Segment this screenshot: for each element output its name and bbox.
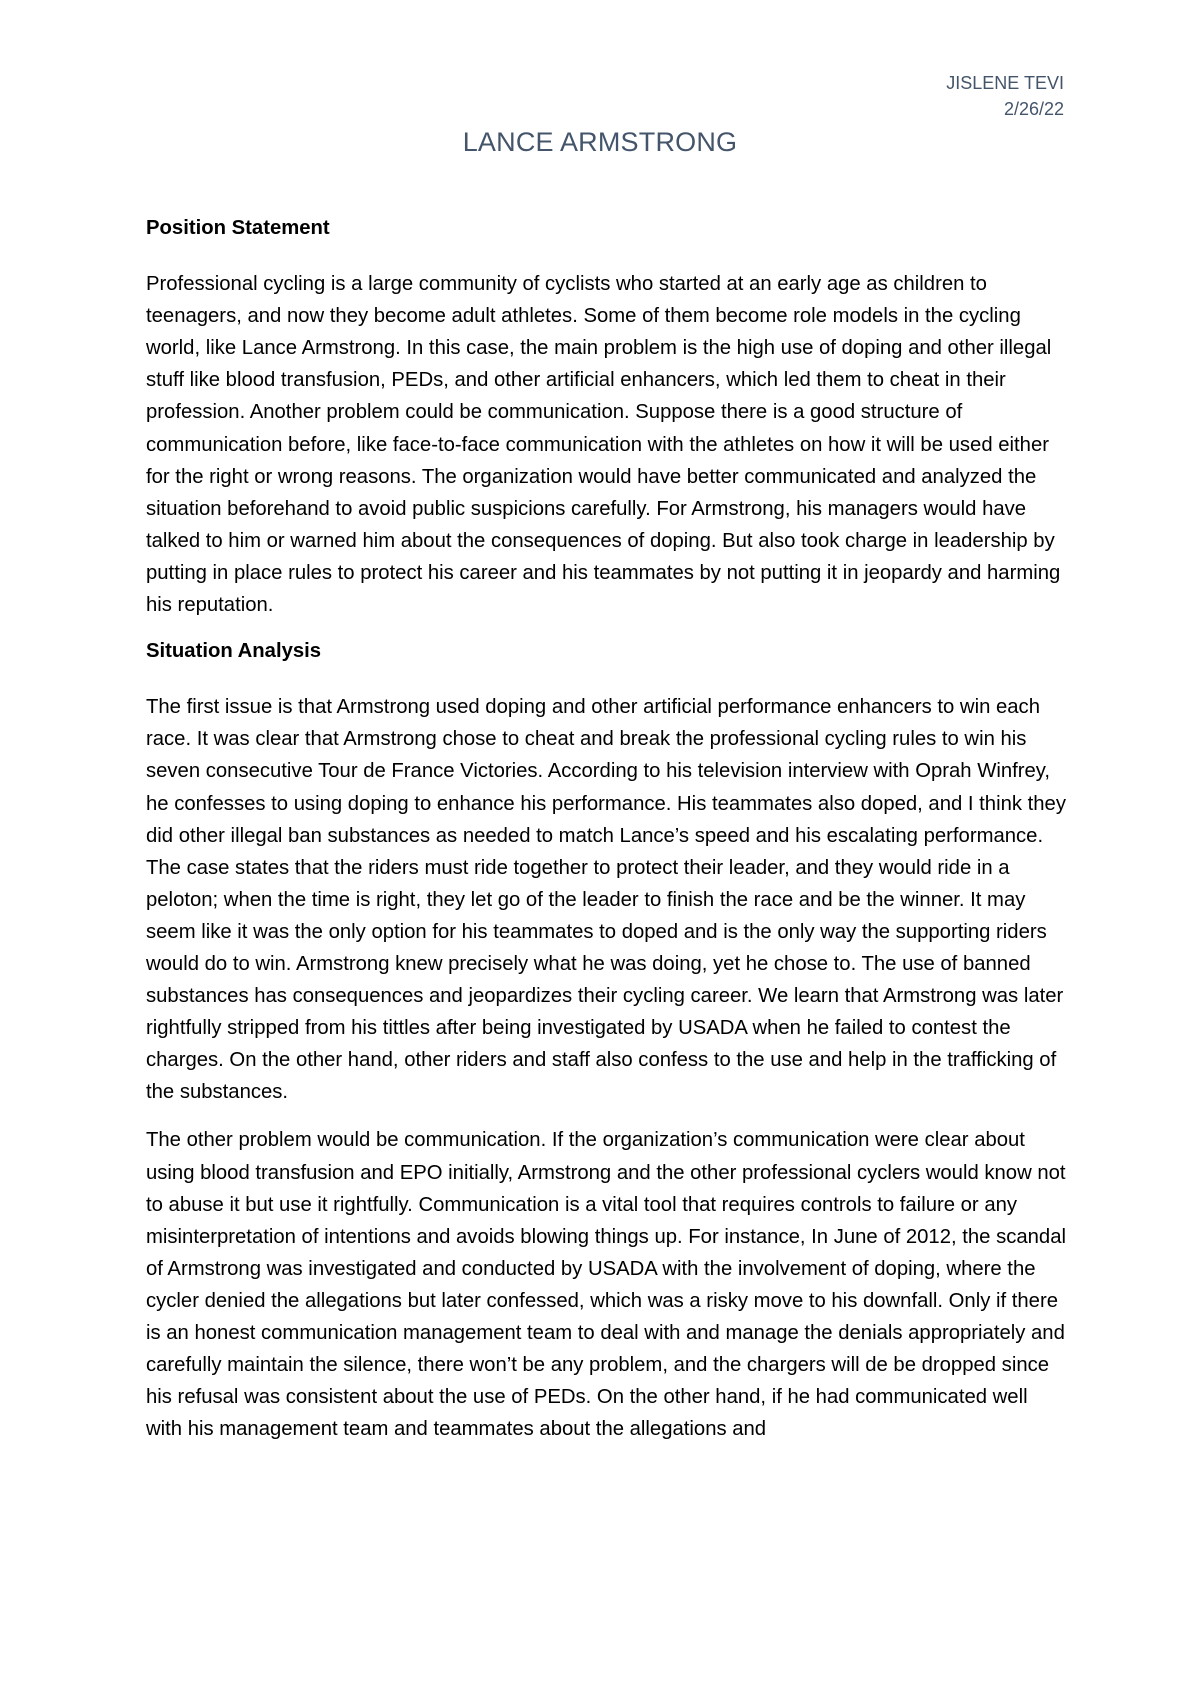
situation-analysis-paragraph-1: The first issue is that Armstrong used doping and other artificial performance enhancers to win each race. It was clear that Armstrong chose to cheat and break the professional cycling rules to win his seven consecutive Tour de France Victories. According to his television interview with Oprah Winfrey, he confesses to using doping to enhance his performance. His teammates also doped, and I think they did other illegal ban substances as needed to match Lance’s speed and his escalating performance. The case states that the riders must ride together to protect their leader, and they would ride in a peloton; when the time is right, they let go of the leader to finish the race and be the winner. It may seem like it was the only option for his teammates to doped and is the only way the supporting riders would do to win. Armstrong knew precisely what he was doing, yet he chose to. The use of banned substances has consequences and jeopardizes their cycling career. We learn that Armstrong was later rightfully stripped from his tittles after being investigated by USADA when he failed to contest the charges. On the other hand, other riders and staff also confess to the use and help in the trafficking of the substances. [146,696,1066,1104]
situation-analysis-paragraph-2: The other problem would be communication. If the organization’s communication were clear about using blood transfusion and EPO initially, Armstrong and the other professional cyclers would know not to abuse it but use it rightfully. Communication is a vital tool that requires controls to failure or any misinterpretation of intentions and avoids blowing things up. For instance, In June of 2012, the scandal of Armstrong was investigated and conducted by USADA with the involvement of doping, where the cycler denied the allegations but later confessed, which was a risky move to his downfall. Only if there is an honest communication management team to deal with and manage the denials appropriately and carefully maintain the silence, there won’t be any problem, and the chargers will de be dropped since his refusal was consistent about the use of PEDs. On the other hand, if he had communicated well with his management team and teammates about the allegations and [146,1129,1066,1441]
document-body [146,212,1066,1461]
position-statement-paragraph: Professional cycling is a large community of cyclists who started at an early age as children to teenagers, and now they become adult athletes. Some of them become role models in the cycling world, like Lance Armstrong. In this case, the main problem is the high use of doping and other illegal stuff like blood transfusion, PEDs, and other artificial enhancers, which led them to cheat in their profession. Another problem could be communication. Suppose there is a good structure of communication before, like face-to-face communication with the athletes on how it will be used either for the right or wrong reasons. The organization would have better communicated and analyzed the situation beforehand to avoid public suspicions carefully. For Armstrong, his managers would have talked to him or warned him about the consequences of doping. But also took charge in leadership by putting in place rules to protect his career and his teammates by not putting it in jeopardy and harming his reputation. [146,273,1061,617]
section-heading-situation-analysis: Situation Analysis [146,640,322,663]
document-title: LANCE ARMSTRONG [462,127,738,157]
document-date: 2/26/22 [1003,99,1064,119]
section-heading-position-statement: Position Statement [146,217,330,239]
author-block [946,70,1064,122]
author-name: JISLENE TEVI [946,73,1064,93]
